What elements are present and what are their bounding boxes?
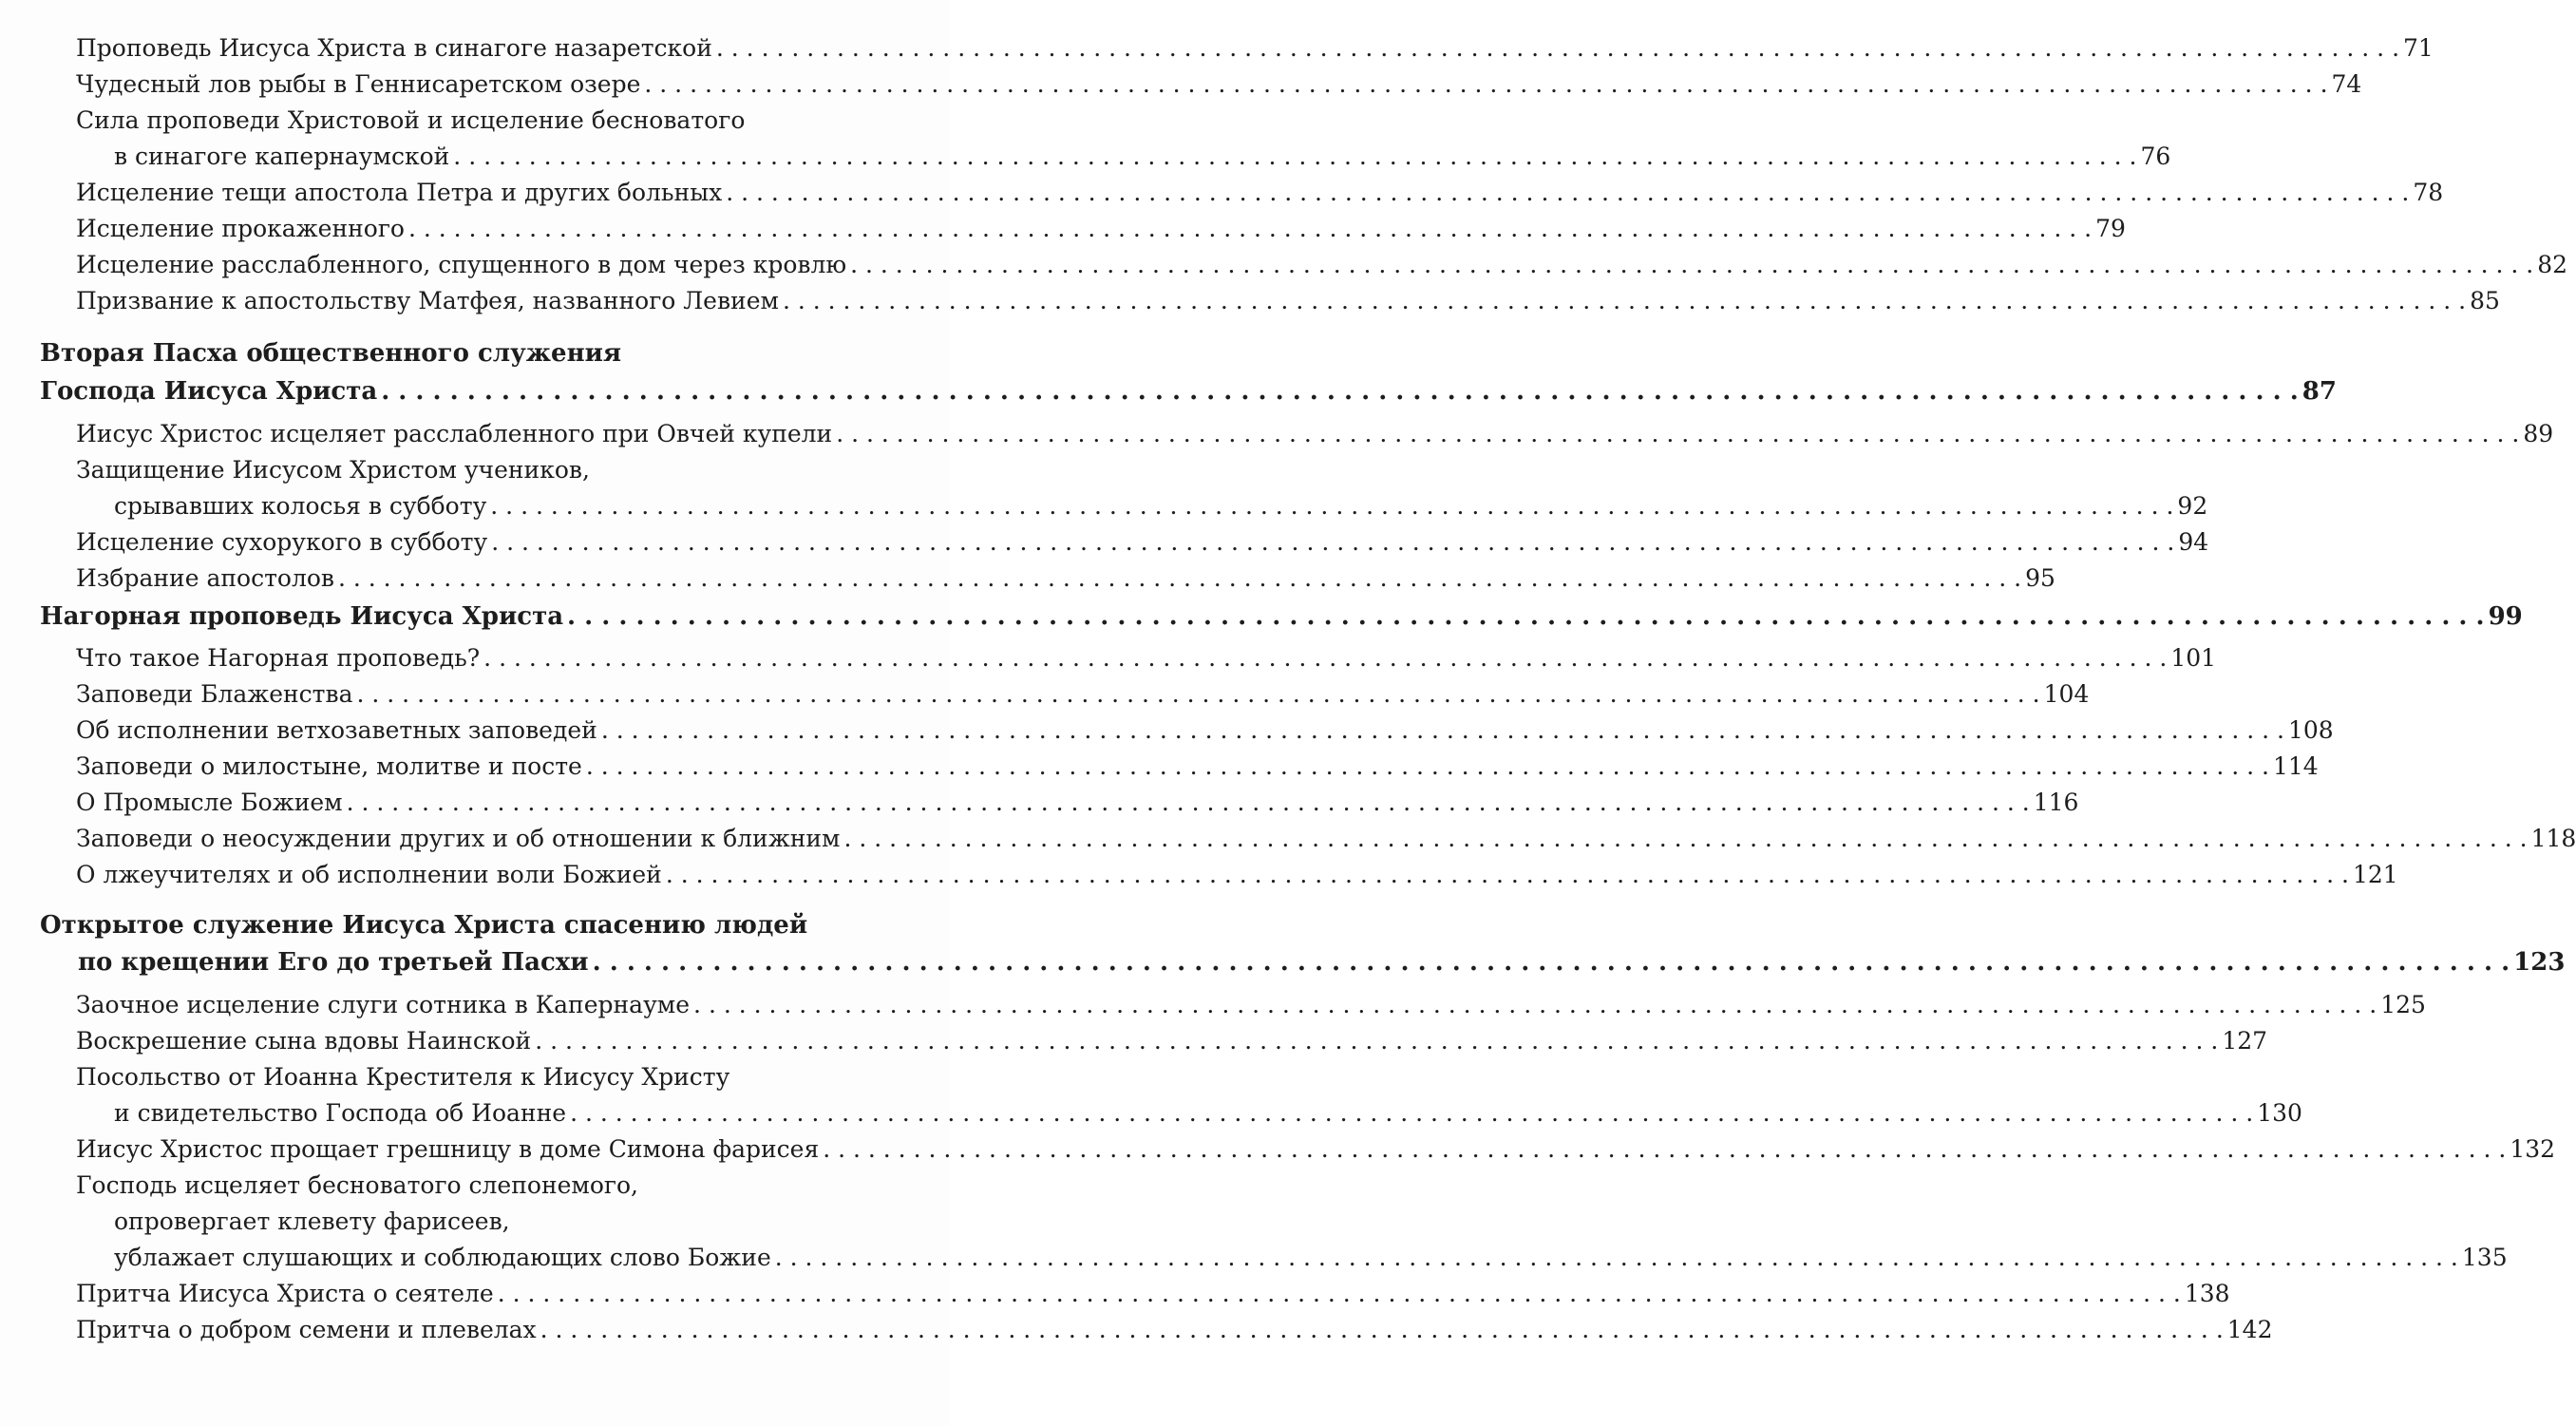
toc-entry-page: 82 [2537, 251, 2568, 278]
toc-section-page: 87 [2301, 377, 2337, 406]
toc-leader-dots [490, 490, 2173, 523]
toc-entry-page: 114 [2272, 752, 2319, 780]
toc-entry-page: 125 [2380, 991, 2426, 1018]
toc-leader-dots [775, 1242, 2458, 1274]
toc-entry-title: Призвание к апостольству Матфея, названного Левием [76, 287, 779, 314]
toc-entry-title: Притча о добром семени и плевелах [76, 1316, 537, 1343]
toc-entry-title: Исцеление прокаженного [76, 215, 405, 242]
toc-entry [76, 714, 2334, 747]
toc-leader-dots [381, 375, 2299, 408]
toc-entry-title: Об исполнении ветхозаветных заповедей [76, 716, 597, 744]
toc-section [40, 600, 2523, 633]
toc-entry-title-line: Защищение Иисусом Христом учеников, [76, 456, 590, 484]
toc-entry-page: 121 [2352, 861, 2398, 888]
toc-leader-dots [567, 600, 2485, 633]
toc-entry [76, 1278, 2230, 1310]
toc-entry-page: 127 [2222, 1027, 2268, 1055]
toc-entry-page: 101 [2170, 644, 2217, 672]
toc-entry-page: 95 [2025, 564, 2055, 592]
toc-entry [114, 1097, 2302, 1130]
toc-leader-dots [716, 32, 2399, 65]
toc-leader-dots [347, 787, 2030, 819]
toc-leader-dots [726, 177, 2409, 209]
toc-leader-dots [693, 989, 2377, 1021]
toc-entry [76, 32, 2434, 65]
toc-entry-title: и свидетельство Господа об Иоанне [114, 1099, 567, 1127]
toc-entry [76, 1133, 2556, 1166]
toc-entry [76, 787, 2079, 819]
toc-entry-page: 94 [2178, 528, 2209, 556]
toc-entry-title: Заповеди о милостыне, молитве и посте [76, 752, 582, 780]
toc-section-title: Нагорная проповедь Иисуса Христа [40, 602, 564, 631]
toc-section-page: 99 [2488, 602, 2523, 631]
toc-leader-dots [570, 1097, 2253, 1130]
toc-entry [76, 1025, 2268, 1057]
toc-section-title-line: Вторая Пасха общественного служения [40, 339, 622, 368]
toc-leader-dots [601, 714, 2284, 747]
toc-entry [76, 213, 2126, 245]
toc-entry-page: 85 [2470, 287, 2500, 314]
toc-entry-page: 130 [2257, 1099, 2302, 1127]
toc-entry-page: 76 [2140, 143, 2171, 170]
toc-entry-title: Заповеди Блаженства [76, 680, 353, 708]
toc-entry-title: Заочное исцеление слуги сотника в Капернауме [76, 991, 691, 1018]
toc-entry-page: 74 [2331, 70, 2362, 98]
toc-leader-dots [498, 1278, 2181, 1310]
toc-entry-title-line: опровергает клевету фарисеев, [114, 1207, 510, 1235]
toc-leader-dots [823, 1133, 2506, 1166]
toc-entry [76, 562, 2055, 595]
toc-section-title-line: Открытое служение Иисуса Христа спасению людей [40, 911, 808, 940]
toc-leader-dots [357, 678, 2040, 711]
toc-entry-title: О Промысле Божием [76, 789, 343, 816]
toc-leader-dots [783, 285, 2466, 317]
toc-entry [76, 68, 2362, 101]
toc-entry-title-line: Господь исцеляет бесноватого слепонемого, [76, 1171, 638, 1199]
toc-entry-title: Исцеление тещи апостола Петра и других больных [76, 179, 723, 206]
toc-entry-title: Заповеди о неосуждении других и об отношении к ближним [76, 825, 841, 852]
toc-leader-dots [535, 1025, 2218, 1057]
toc-entry-title: Иисус Христос прощает грешницу в доме Симона фарисея [76, 1135, 820, 1163]
toc-entry-page: 71 [2403, 34, 2434, 62]
toc-entry-page: 118 [2530, 825, 2576, 852]
toc-entry-title: в синагоге капернаумской [114, 143, 450, 170]
toc-leader-dots [666, 859, 2349, 891]
toc-leader-dots [850, 249, 2533, 281]
toc-entry-page: 135 [2461, 1244, 2508, 1271]
toc-leader-dots [483, 642, 2167, 675]
toc-entry-title: Воскрешение сына вдовы Наинской [76, 1027, 532, 1055]
toc-entry-page: 108 [2287, 716, 2334, 744]
toc-entry [76, 823, 2576, 855]
toc-entry-title: Чудесный лов рыбы в Геннисаретском озере [76, 70, 641, 98]
toc-leader-dots [644, 68, 2327, 101]
toc-entry-title: Иисус Христос исцеляет расслабленного при Овчей купели [76, 420, 833, 447]
toc-entry-page: 132 [2510, 1135, 2556, 1163]
toc-entry-title: Избрание апостолов [76, 564, 334, 592]
toc-leader-dots [586, 751, 2269, 783]
toc-entry-page: 138 [2184, 1280, 2230, 1307]
toc-entry [76, 678, 2090, 711]
toc-section [78, 946, 2566, 979]
toc-entry-page: 89 [2523, 420, 2554, 447]
toc-entry-title: Исцеление сухорукого в субботу [76, 528, 488, 556]
toc-entry-title: срывавших колосья в субботу [114, 492, 487, 520]
toc-leader-dots [540, 1314, 2224, 1346]
toc-leader-dots [843, 823, 2527, 855]
toc-entry-page: 92 [2177, 492, 2208, 520]
toc-leader-dots [491, 526, 2174, 559]
toc-entry [76, 526, 2209, 559]
toc-entry-title: ублажает слушающих и соблюдающих слово Божие [114, 1244, 771, 1271]
toc-section [40, 375, 2337, 408]
toc-entry-title: Что такое Нагорная проповедь? [76, 644, 481, 672]
toc-leader-dots [453, 141, 2136, 173]
toc-entry [76, 285, 2500, 317]
toc-entry-title: О лжеучителях и об исполнении воли Божией [76, 861, 662, 888]
toc-entry [76, 418, 2554, 450]
toc-leader-dots [836, 418, 2519, 450]
toc-section-title: по крещении Его до третьей Пасхи [78, 948, 589, 977]
toc-entry-title-line: Сила проповеди Христовой и исцеление бесноватого [76, 106, 746, 134]
toc-entry-page: 104 [2043, 680, 2090, 708]
toc-section-page: 123 [2513, 948, 2566, 977]
toc-entry [76, 989, 2426, 1021]
toc-section-title: Господа Иисуса Христа [40, 377, 378, 406]
toc-entry-title: Притча Иисуса Христа о сеятеле [76, 1280, 494, 1307]
toc-entry-title: Исцеление расслабленного, спущенного в дом через кровлю [76, 251, 847, 278]
toc-leader-dots [408, 213, 2092, 245]
toc-entry-page: 79 [2095, 215, 2126, 242]
toc-leader-dots [338, 562, 2021, 595]
toc-entry-page: 142 [2226, 1316, 2273, 1343]
toc-entry [76, 1314, 2273, 1346]
toc-entry [76, 859, 2398, 891]
toc-entry [76, 751, 2319, 783]
toc-entry-page: 116 [2033, 789, 2079, 816]
toc-entry [114, 490, 2208, 523]
toc-entry [114, 1242, 2508, 1274]
toc-entry [76, 177, 2444, 209]
toc-entry-page: 78 [2413, 179, 2444, 206]
toc-entry-title: Проповедь Иисуса Христа в синагоге назаретской [76, 34, 712, 62]
toc-entry [114, 141, 2171, 173]
toc-entry [76, 642, 2217, 675]
toc-entry [76, 249, 2568, 281]
toc-leader-dots [593, 946, 2510, 979]
toc-entry-title-line: Посольство от Иоанна Крестителя к Иисусу Христу [76, 1063, 730, 1091]
